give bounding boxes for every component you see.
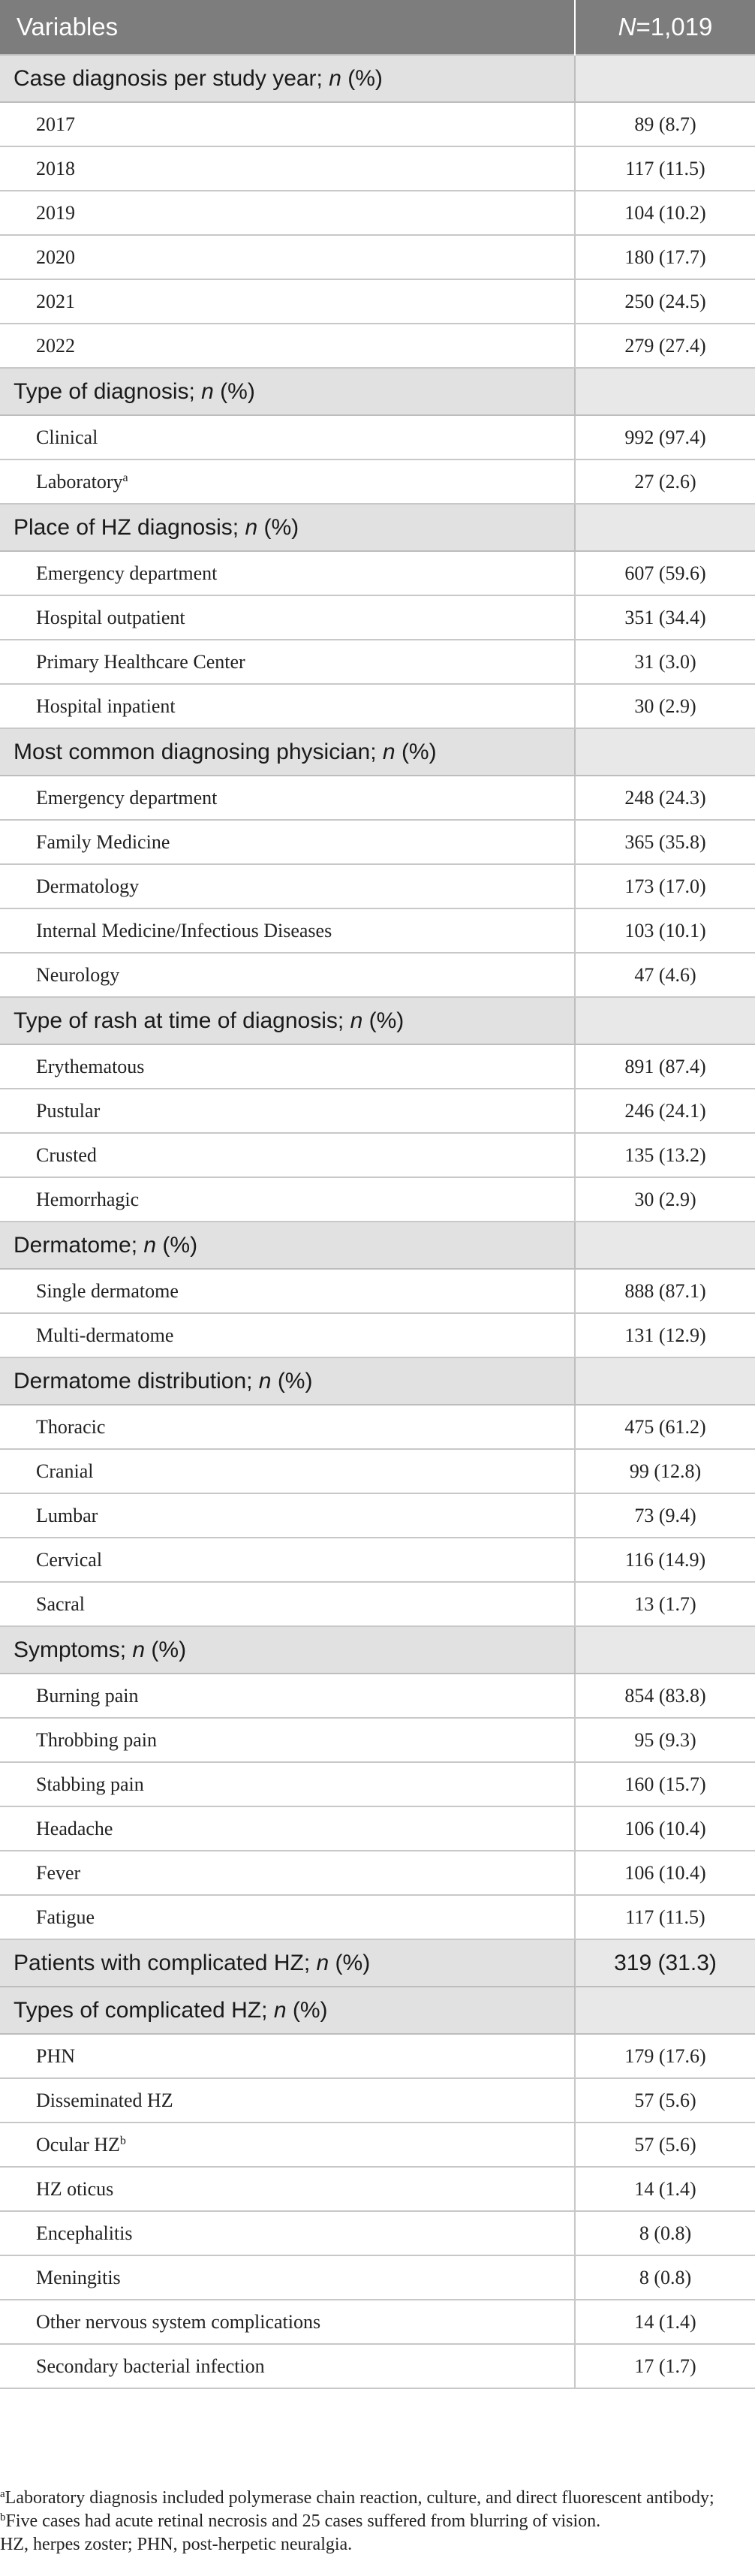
section-title xyxy=(0,1222,575,1269)
section-value xyxy=(575,368,755,415)
table-row xyxy=(0,1089,755,1133)
section-value xyxy=(575,504,755,551)
row-value: 246 (24.1) xyxy=(575,1089,755,1133)
stat-n-label: n xyxy=(350,1008,363,1033)
table-row xyxy=(0,2300,755,2344)
section-title-text: Types of complicated HZ; xyxy=(14,1997,274,2023)
table-row xyxy=(0,908,755,953)
row-label-text: HZ oticus xyxy=(36,2177,114,2200)
table-row xyxy=(0,1895,755,1939)
row-value: 17 (1.7) xyxy=(575,2344,755,2388)
table-row xyxy=(0,1177,755,1222)
row-label-text: Hospital outpatient xyxy=(36,606,185,628)
row-label-text: Cervical xyxy=(36,1548,103,1571)
table-row xyxy=(0,279,755,324)
table-row xyxy=(0,776,755,820)
row-value: 31 (3.0) xyxy=(575,640,755,684)
row-label-text: Cranial xyxy=(36,1460,94,1482)
row-value: 135 (13.2) xyxy=(575,1133,755,1177)
row-value: 116 (14.9) xyxy=(575,1538,755,1582)
row-label xyxy=(0,2078,575,2123)
row-label-text: Lumbar xyxy=(36,1504,98,1526)
table-row xyxy=(0,1133,755,1177)
footnote-a-text: Laboratory diagnosis included polymerase chain reaction, culture, and direct fluorescent antibody; xyxy=(5,2488,714,2508)
table-row xyxy=(0,146,755,191)
row-label xyxy=(0,1449,575,1493)
section-title xyxy=(0,1987,575,2034)
row-label xyxy=(0,820,575,864)
row-label xyxy=(0,459,575,504)
section-title xyxy=(0,728,575,776)
row-label-text: Neurology xyxy=(36,963,120,986)
stat-n-label: n xyxy=(329,65,341,91)
stat-pct-label: (%) xyxy=(395,739,437,764)
section-value xyxy=(575,1222,755,1269)
row-label xyxy=(0,1133,575,1177)
row-value: 992 (97.4) xyxy=(575,415,755,459)
row-label-text: Ocular HZ xyxy=(36,2133,120,2156)
row-label xyxy=(0,776,575,820)
row-value: 14 (1.4) xyxy=(575,2300,755,2344)
section-title-text: Type of rash at time of diagnosis; xyxy=(14,1008,350,1033)
row-value: 106 (10.4) xyxy=(575,1851,755,1895)
table-row xyxy=(0,2034,755,2078)
row-value: 30 (2.9) xyxy=(575,1177,755,1222)
table-body xyxy=(0,55,755,2388)
footnote-b-mark: b xyxy=(0,2511,6,2523)
row-label xyxy=(0,1493,575,1538)
section-title xyxy=(0,997,575,1044)
stat-pct-label: (%) xyxy=(362,1008,405,1033)
section-row xyxy=(0,504,755,551)
row-label-text: Hemorrhagic xyxy=(36,1188,140,1210)
row-label xyxy=(0,1313,575,1357)
stat-pct-label: (%) xyxy=(145,1637,187,1662)
row-label xyxy=(0,1177,575,1222)
table-row xyxy=(0,1405,755,1449)
table-row xyxy=(0,953,755,997)
table-row xyxy=(0,1851,755,1895)
row-value: 131 (12.9) xyxy=(575,1313,755,1357)
row-value: 47 (4.6) xyxy=(575,953,755,997)
row-label xyxy=(0,2167,575,2211)
row-value: 89 (8.7) xyxy=(575,102,755,146)
row-label-text: Laboratory xyxy=(36,470,123,493)
row-label-text: Multi-dermatome xyxy=(36,1324,174,1346)
row-label-text: Fatigue xyxy=(36,1906,95,1928)
row-label-text: 2018 xyxy=(36,157,75,179)
row-label-text: Erythematous xyxy=(36,1055,145,1077)
section-title xyxy=(0,1357,575,1405)
row-label-text: Pustular xyxy=(36,1099,101,1122)
section-title-text: Symptoms; xyxy=(14,1637,133,1662)
stat-pct-label: (%) xyxy=(329,1950,371,1975)
row-label-text: Dermatology xyxy=(36,875,140,897)
table-row xyxy=(0,1044,755,1089)
row-value: 888 (87.1) xyxy=(575,1269,755,1313)
row-label-text: 2022 xyxy=(36,334,75,357)
table-row xyxy=(0,1582,755,1626)
row-label-text: Internal Medicine/Infectious Diseases xyxy=(36,919,332,942)
row-value: 95 (9.3) xyxy=(575,1718,755,1762)
row-value: 30 (2.9) xyxy=(575,684,755,728)
row-label xyxy=(0,1806,575,1851)
row-value: 106 (10.4) xyxy=(575,1806,755,1851)
table-row xyxy=(0,1493,755,1538)
row-label-text: 2020 xyxy=(36,246,75,268)
stat-n-label: n xyxy=(132,1637,146,1662)
table-row xyxy=(0,820,755,864)
section-value xyxy=(575,728,755,776)
section-title-text: Most common diagnosing physician; xyxy=(14,739,383,764)
row-value: 279 (27.4) xyxy=(575,324,755,368)
row-value: 14 (1.4) xyxy=(575,2167,755,2211)
row-label xyxy=(0,1405,575,1449)
table-row xyxy=(0,2123,755,2167)
row-label-text: Fever xyxy=(36,1861,81,1884)
section-row xyxy=(0,997,755,1044)
section-row xyxy=(0,55,755,102)
row-label-text: Encephalitis xyxy=(36,2222,133,2244)
section-title-text: Patients with complicated HZ; xyxy=(14,1950,317,1975)
table-row xyxy=(0,235,755,279)
row-value: 104 (10.2) xyxy=(575,191,755,235)
table-row xyxy=(0,684,755,728)
stat-n-label: n xyxy=(273,1997,287,2023)
row-value: 73 (9.4) xyxy=(575,1493,755,1538)
row-label-text: Secondary bacterial infection xyxy=(36,2355,265,2377)
stat-n-label: n xyxy=(245,514,258,540)
row-value: 99 (12.8) xyxy=(575,1449,755,1493)
row-label xyxy=(0,1895,575,1939)
table-footnote xyxy=(0,2487,750,2556)
section-row xyxy=(0,1222,755,1269)
row-label-text: Hospital inpatient xyxy=(36,694,176,717)
row-value: 57 (5.6) xyxy=(575,2123,755,2167)
section-title-text: Dermatome distribution; xyxy=(14,1368,259,1393)
row-label-text: Emergency department xyxy=(36,562,218,584)
row-value: 117 (11.5) xyxy=(575,1895,755,1939)
section-row xyxy=(0,728,755,776)
stat-pct-label: (%) xyxy=(156,1232,198,1258)
stat-n-label: n xyxy=(201,378,214,404)
section-title xyxy=(0,1939,575,1987)
row-label-text: 2019 xyxy=(36,201,75,224)
row-label-text: Single dermatome xyxy=(36,1279,179,1302)
row-label xyxy=(0,2034,575,2078)
row-label xyxy=(0,2300,575,2344)
table-row xyxy=(0,2211,755,2255)
table-row xyxy=(0,2255,755,2300)
row-label-text: Meningitis xyxy=(36,2266,121,2288)
table-row xyxy=(0,415,755,459)
section-title xyxy=(0,504,575,551)
row-label xyxy=(0,191,575,235)
stat-pct-label: (%) xyxy=(271,1368,313,1393)
n-header-value: =1,019 xyxy=(636,13,713,41)
row-value: 160 (15.7) xyxy=(575,1762,755,1806)
table-row xyxy=(0,1806,755,1851)
row-value: 179 (17.6) xyxy=(575,2034,755,2078)
table-row xyxy=(0,2078,755,2123)
row-label xyxy=(0,102,575,146)
section-title xyxy=(0,55,575,102)
variables-header: Variables xyxy=(0,0,575,55)
stat-n-label: n xyxy=(258,1368,272,1393)
row-label xyxy=(0,1269,575,1313)
row-label xyxy=(0,640,575,684)
section-row xyxy=(0,368,755,415)
table-row xyxy=(0,2344,755,2388)
row-label xyxy=(0,1044,575,1089)
row-label xyxy=(0,595,575,640)
row-label xyxy=(0,551,575,595)
footnote-a-mark: a xyxy=(0,2488,5,2500)
table-header-row xyxy=(0,0,755,55)
table-row xyxy=(0,1674,755,1718)
row-label-text: Crusted xyxy=(36,1143,97,1166)
row-label-text: Other nervous system complications xyxy=(36,2310,321,2333)
section-row xyxy=(0,1939,755,1987)
section-value xyxy=(575,997,755,1044)
row-value: 8 (0.8) xyxy=(575,2211,755,2255)
row-label-text: Thoracic xyxy=(36,1415,106,1438)
row-label xyxy=(0,684,575,728)
row-label xyxy=(0,1538,575,1582)
section-value: 319 (31.3) xyxy=(575,1939,755,1987)
stat-pct-label: (%) xyxy=(257,514,299,540)
row-label xyxy=(0,1582,575,1626)
table-row xyxy=(0,595,755,640)
table-row xyxy=(0,459,755,504)
row-label xyxy=(0,864,575,908)
row-label xyxy=(0,953,575,997)
row-label xyxy=(0,1674,575,1718)
row-label-text: Clinical xyxy=(36,426,98,448)
row-value: 13 (1.7) xyxy=(575,1582,755,1626)
section-title-text: Case diagnosis per study year; xyxy=(14,65,329,91)
footnote-marker: a xyxy=(122,471,128,484)
section-row xyxy=(0,1987,755,2034)
row-label xyxy=(0,1762,575,1806)
row-label xyxy=(0,2344,575,2388)
row-value: 117 (11.5) xyxy=(575,146,755,191)
row-label xyxy=(0,1089,575,1133)
row-label-text: 2017 xyxy=(36,113,75,135)
table-row xyxy=(0,102,755,146)
table-row xyxy=(0,640,755,684)
row-label xyxy=(0,2123,575,2167)
row-label xyxy=(0,1718,575,1762)
section-title xyxy=(0,1626,575,1674)
row-label xyxy=(0,324,575,368)
table-row xyxy=(0,1538,755,1582)
table-row xyxy=(0,1313,755,1357)
row-label-text: Throbbing pain xyxy=(36,1728,158,1751)
row-label-text: Emergency department xyxy=(36,786,218,809)
section-value xyxy=(575,1357,755,1405)
table-row xyxy=(0,864,755,908)
table-row xyxy=(0,1718,755,1762)
section-value xyxy=(575,1626,755,1674)
row-value: 173 (17.0) xyxy=(575,864,755,908)
footnote-marker: b xyxy=(119,2134,126,2147)
section-title xyxy=(0,368,575,415)
n-header xyxy=(575,0,755,55)
table-row xyxy=(0,2167,755,2211)
row-label xyxy=(0,415,575,459)
stat-n-label: n xyxy=(382,739,396,764)
row-value: 180 (17.7) xyxy=(575,235,755,279)
row-label xyxy=(0,2255,575,2300)
row-value: 57 (5.6) xyxy=(575,2078,755,2123)
stat-pct-label: (%) xyxy=(213,378,255,404)
row-label xyxy=(0,2211,575,2255)
stat-n-label: n xyxy=(316,1950,329,1975)
row-label-text: Disseminated HZ xyxy=(36,2089,173,2111)
row-value: 103 (10.1) xyxy=(575,908,755,953)
table-row xyxy=(0,1269,755,1313)
row-value: 27 (2.6) xyxy=(575,459,755,504)
section-title-text: Place of HZ diagnosis; xyxy=(14,514,245,540)
row-value: 475 (61.2) xyxy=(575,1405,755,1449)
table-row xyxy=(0,324,755,368)
section-value xyxy=(575,1987,755,2034)
n-header-label: N xyxy=(618,13,636,41)
section-title-text: Type of diagnosis; xyxy=(14,378,202,404)
table-row xyxy=(0,1762,755,1806)
table-row xyxy=(0,191,755,235)
row-value: 607 (59.6) xyxy=(575,551,755,595)
table-row xyxy=(0,551,755,595)
section-title-text: Dermatome; xyxy=(14,1232,144,1258)
row-label xyxy=(0,1851,575,1895)
stat-pct-label: (%) xyxy=(286,1997,328,2023)
row-label-text: Primary Healthcare Center xyxy=(36,650,245,673)
footnote-abbreviations: HZ, herpes zoster; PHN, post-herpetic neuralgia. xyxy=(0,2535,353,2554)
row-label xyxy=(0,279,575,324)
row-label-text: Family Medicine xyxy=(36,830,170,853)
row-value: 250 (24.5) xyxy=(575,279,755,324)
stat-n-label: n xyxy=(143,1232,157,1258)
row-label xyxy=(0,146,575,191)
row-value: 248 (24.3) xyxy=(575,776,755,820)
row-label-text: Headache xyxy=(36,1817,113,1839)
row-label-text: PHN xyxy=(36,2044,76,2067)
section-value xyxy=(575,55,755,102)
row-label-text: Stabbing pain xyxy=(36,1773,144,1795)
section-row xyxy=(0,1626,755,1674)
row-value: 365 (35.8) xyxy=(575,820,755,864)
row-label-text: 2021 xyxy=(36,290,75,312)
footnote-b-text: Five cases had acute retinal necrosis and 25 cases suffered from blurring of vision. xyxy=(5,2511,601,2531)
row-label-text: Burning pain xyxy=(36,1684,139,1707)
row-label-text: Sacral xyxy=(36,1592,85,1615)
row-label xyxy=(0,908,575,953)
row-label xyxy=(0,235,575,279)
row-value: 891 (87.4) xyxy=(575,1044,755,1089)
table-row xyxy=(0,1449,755,1493)
row-value: 8 (0.8) xyxy=(575,2255,755,2300)
section-row xyxy=(0,1357,755,1405)
stat-pct-label: (%) xyxy=(341,65,383,91)
row-value: 854 (83.8) xyxy=(575,1674,755,1718)
row-value: 351 (34.4) xyxy=(575,595,755,640)
